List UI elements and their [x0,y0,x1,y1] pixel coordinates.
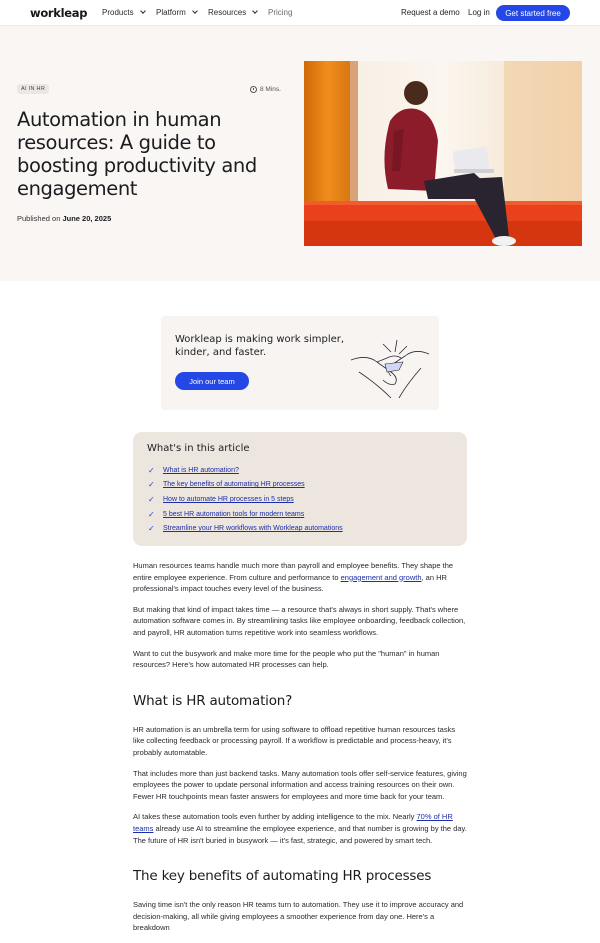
chevron-down-icon [192,8,198,14]
paragraph-text: already use AI to streamline the employee experience, and that number is growing by the day. The future of HR isn't buried in busywork — it's fast, strategic, and powered by smart tech. [133,823,467,845]
check-icon: ✓ [148,494,155,504]
promo-text: Workleap is making work simpler, kinder, and faster. [175,334,345,358]
category-badge[interactable]: AI IN HR [17,84,49,94]
chevron-down-icon [252,8,258,14]
article-paragraph [133,560,467,595]
article-paragraph: But making that kind of impact takes time — a resource that's always in short supply. That's where automation software comes in. By streamlining tasks like employee onboarding, feedback collection, and payroll, HR automation turns repetitive work into seamless workflows. [133,604,466,637]
top-nav [0,0,600,26]
toc-item [148,478,343,493]
engagement-growth-link[interactable]: engagement and growth [340,572,422,582]
toc-link-what-is-hr-automation[interactable]: What is HR automation? [163,466,239,474]
table-of-contents [133,432,467,546]
check-icon: ✓ [148,509,155,519]
read-time [250,86,281,93]
nav-resources-label: Resources [208,8,247,17]
nav-pricing[interactable]: Pricing [268,8,293,17]
page-title: Automation in human resources: A guide to boosting productivity and engagement [17,108,257,200]
promo-card [161,316,439,410]
toc-link-how-to-automate[interactable]: How to automate HR processes in 5 steps [163,495,294,503]
workleap-logo[interactable]: workleap [30,6,88,20]
login-link[interactable]: Log in [468,8,490,17]
section-heading-what-is-hr-automation: What is HR automation? [133,692,293,709]
nav-products[interactable] [102,8,145,17]
published-date-value: June 20, 2025 [62,214,112,223]
toc-item [148,521,343,536]
article-paragraph: Saving time isn't the only reason HR teams turn to automation. They use it to improve accuracy and decision-making, all while giving employees a smoother experience from day one. Here's a breakdown [133,900,464,933]
clock-icon [250,86,257,93]
published-prefix: Published on [17,214,63,223]
section-heading-key-benefits: The key benefits of automating HR processes [133,868,432,885]
read-time-label: 8 Mins. [260,86,281,93]
paragraph-text: AI takes these automation tools even further by adding intelligence to the mix. Nearly [133,812,417,822]
published-date [17,214,111,223]
join-our-team-button[interactable]: Join our team [175,372,249,390]
check-icon: ✓ [148,465,155,475]
nav-platform-label: Platform [156,8,186,17]
paragraph-text: , an HR professional's impact touches every level of the business. [133,572,447,594]
article-paragraph: HR automation is an umbrella term for using software to offload repetitive human resources tasks like collecting feedback or processing payroll. If a workflow is predictable and process-heavy, it's probably automatable. [133,724,456,757]
hr-teams-stat-link[interactable]: 70% of HR teams [133,812,453,833]
toc-title: What's in this article [147,443,250,454]
toc-item [148,507,343,522]
nav-products-label: Products [102,8,134,17]
toc-item [148,463,343,478]
hero-illustration [304,61,582,246]
article-body [133,560,467,943]
chevron-down-icon [140,8,146,14]
hero-image [304,61,582,246]
nav-resources[interactable] [208,8,257,17]
check-icon: ✓ [148,524,155,534]
article-paragraph: That includes more than just backend tasks. Many automation tools offer self-service features, giving employees the power to update personal information and access training resources on their own. Fewer HR touchpoints mean faster answers for employees and more time back for your team. [133,768,467,801]
check-icon: ✓ [148,480,155,490]
toc-link-streamline[interactable]: Streamline your HR workflows with Workleap automations [163,525,343,533]
toc-list [148,463,343,536]
nav-platform[interactable] [156,8,197,17]
article-paragraph: Want to cut the busywork and make more time for the people who put the "human" in human resources? Here's how automated HR processes can help. [133,648,440,670]
handshake-illustration [347,324,433,404]
toc-link-best-tools[interactable]: 5 best HR automation tools for modern teams [163,510,305,518]
get-started-button[interactable]: Get started free [496,5,570,21]
toc-link-key-benefits[interactable]: The key benefits of automating HR processes [163,481,305,489]
article-paragraph [133,811,467,846]
request-demo-link[interactable]: Request a demo [401,8,460,17]
paragraph-text: Human resources teams handle much more than payroll and employee benefits. They shape the entire employee experience. From culture and performance to [133,561,454,582]
toc-item [148,492,343,507]
